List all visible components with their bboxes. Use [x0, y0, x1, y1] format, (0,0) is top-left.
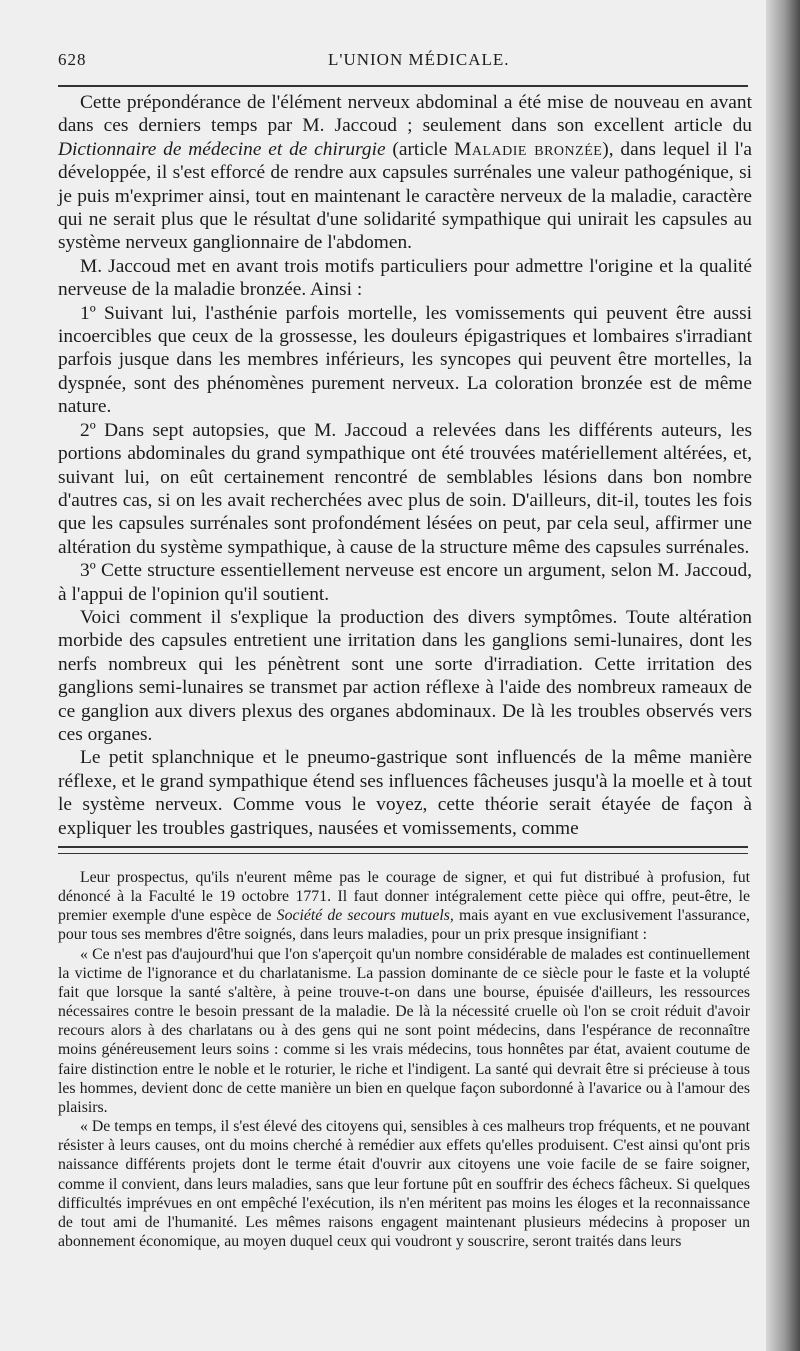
page-header — [58, 46, 748, 76]
header-rule — [58, 85, 748, 87]
paragraph-7: Le petit splanchnique et le pneumo-gastrique sont influencés de la même manière réflexe, et le grand sympathique étend ses influences fâcheuses jusqu'à la moelle et à tout le système nerveux. Comme vous le voyez, cette théorie serait étayée de façon à expliquer les troubles gastriques, nausées et vomissements, comme — [58, 747, 752, 839]
note-paragraph-3: « De temps en temps, il s'est élevé des citoyens qui, sensibles à ces malheurs trop fréquents, et ne pouvant résister à leurs causes, ont du moins cherché à remédier aux effets qu'elles produisent. C'est ainsi qu'ont pris naissance différents projets dont le terme était d'ouvrir aux citoyens une voie facile de se faire soigner, comme il convient, dans leurs maladies, sans que leur fortune pût en souffrir des échecs fâcheux. Si quelques difficultés imprévues en ont empêché l'exécution, ils n'en méritent pas moins les éloges et la reconnaissance de tout ami de l'humanité. Les mêmes raisons engagent maintenant plusieurs médecins à proposer un abonnement économique, au moyen duquel ceux qui voudront y souscrire, seront traités dans leurs — [58, 1118, 750, 1250]
note-paragraph-2: « Ce n'est pas d'aujourd'hui que l'on s'aperçoit qu'un nombre considérable de malades est continuellement la victime de l'ignorance et du charlatanisme. La passion dominante de ce siècle pour le faste et la volupté fait que lorsque la santé s'altère, à peine trouve-t-on dans une bourse, épuisée d'ailleurs, les ressources nécessaires contre le besoin pressant de la maladie. De là la nécessité cruelle où l'on se croit réduit d'avoir recours alors à des charlatans ou à des gens qui ne sont point médecins, dans l'espérance de reconnaître moins généreusement leurs soins : comme si les vrais médecins, tous honnêtes par état, avaient coutume de faire distinction entre le noble et le roturier, le riche et l'indigent. La santé qui devrait être si précieuse à tous les hommes, devient donc de cette manière un bien en quelque façon subordonné à l'avarice ou à l'amour des plaisirs. — [58, 945, 750, 1116]
page-number: 628 — [58, 50, 87, 69]
dictionary-title: Dictionnaire de médecine et de chirurgie — [58, 138, 386, 160]
paragraph-4: 2º Dans sept autopsies, que M. Jaccoud a relevées dans les différents auteurs, les portions abdominales du grand sympathique ont été trouvées matériellement altérées, et, suivant lui, on eût certainement rencontré de semblables lésions dans bon nombre d'autres cas, si on les avait recherchées avec plus de soin. D'ailleurs, dit-il, toutes les fois que les capsules surrénales sont profondément lésées on peut, par cela seul, affirmer une altération du système sympathique, à cause de la structure même des capsules surrénales. — [58, 419, 752, 558]
article-title: Maladie bronzée — [454, 138, 603, 160]
paragraph-6: Voici comment il s'explique la production des divers symptômes. Toute altération morbide des capsules entretient une irritation dans les ganglions semi-lunaires, dont les nerfs nombreux qui les pénètrent sont une sorte d'irradiation. Cette irritation des ganglions semi-lunaires se transmet par action réflexe à l'aide des nombreux rameaux de ce ganglion aux divers plexus des organes abdominaux. De là les troubles observés vers ces organes. — [58, 606, 752, 745]
main-text — [58, 91, 752, 840]
running-head: L'UNION MÉDICALE. — [328, 50, 510, 69]
page-edge-shadow — [766, 0, 800, 1351]
note-paragraph-1: Leur prospectus, qu'ils n'eurent même pas le courage de signer, et qui fut distribué à profusion, fut dénoncé à la Faculté le 19 octobre 1771. Il faut donner intégralement cette pièce qui offre, peut-être, le premier exemple d'une espèce de Société de secours mutuels, mais ayant en vue exclusivement l'assurance, pour tous ses membres d'être soignés, dans leurs maladies, pour un prix presque insignifiant : — [58, 869, 751, 944]
paragraph-2: M. Jaccoud met en avant trois motifs particuliers pour admettre l'origine et la qualité nerveuse de la maladie bronzée. Ainsi : — [58, 255, 752, 301]
paragraph-5: 3º Cette structure essentiellement nerveuse est encore un argument, selon M. Jaccoud, à l'appui de l'opinion qu'il soutient. — [58, 560, 752, 605]
footnote-text — [58, 868, 750, 1251]
paragraph-1: Cette prépondérance de l'élément nerveux abdominal a été mise de nouveau en avant dans ces derniers temps par M. Jaccoud ; seulement dans son excellent article du Dictionnaire de médecine et de chirurgie (article Maladie bronzée), dans lequel il l'a développée, il s'est efforcé de rendre aux capsules surrénales une valeur pathogénique, si je puis m'exprimer ainsi, tout en maintenant le caractère nerveux de la maladie, caractère qui ne serait plus que le résultat d'une solidarité sympathique qui unirait les capsules au système nerveux ganglionnaire de l'abdomen. — [58, 92, 752, 254]
footnote-rule — [58, 846, 748, 854]
society-name: Société de secours mutuels, — [276, 907, 454, 925]
paragraph-3: 1º Suivant lui, l'asthénie parfois mortelle, les vomissements qui peuvent être aussi incoercibles que ceux de la grossesse, les douleurs épigastriques et lombaires s'irradiant parfois jusque dans les membres inférieurs, les syncopes qui peuvent être mortelles, la dyspnée, sont des phénomènes purement nerveux. La coloration bronzée est de même nature. — [58, 302, 752, 418]
